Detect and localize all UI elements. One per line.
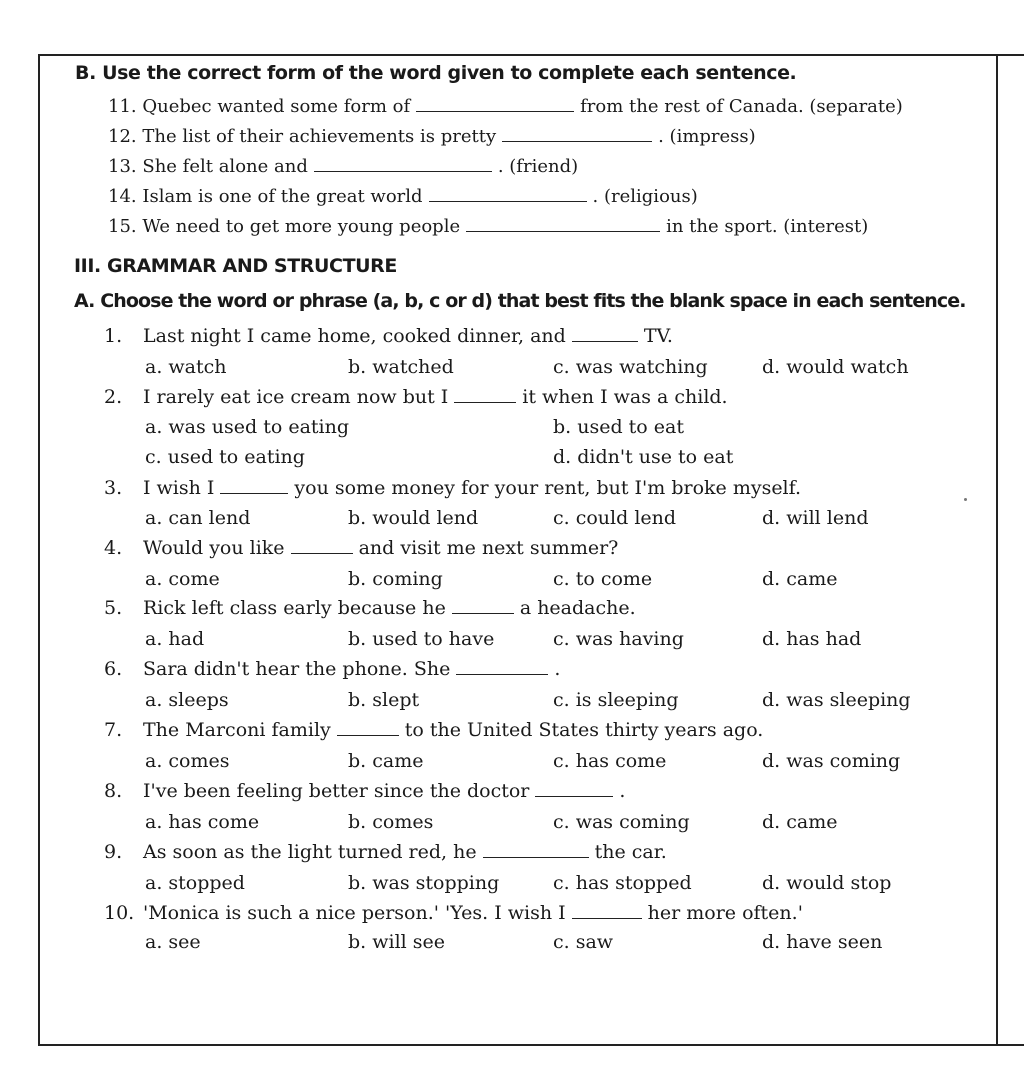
option-a[interactable]: a. come	[145, 568, 220, 590]
option-c[interactable]: c. used to eating	[145, 446, 305, 468]
answer-blank[interactable]	[454, 401, 516, 403]
question-number: 3.	[104, 477, 123, 499]
exercise-item-15: 15. We need to get more young people in the sport. (interest)	[108, 216, 869, 237]
question-number: 2.	[104, 386, 123, 408]
option-d[interactable]: d. came	[762, 568, 838, 590]
option-b[interactable]: b. will see	[348, 931, 446, 953]
question-8-stem: I've been feeling better since the doctor .	[143, 780, 626, 802]
question-1-stem: Last night I came home, cooked dinner, and TV.	[143, 325, 673, 347]
question-7-stem: The Marconi family to the United States thirty years ago.	[143, 719, 764, 741]
section-iii-heading: III. GRAMMAR AND STRUCTURE	[74, 255, 397, 277]
option-a[interactable]: a. has come	[145, 811, 260, 833]
option-d[interactable]: d. would stop	[762, 872, 892, 894]
section-b-heading: B. Use the correct form of the word given to complete each sentence.	[75, 62, 797, 84]
question-5-stem: Rick left class early because he a headache.	[143, 597, 636, 619]
option-b[interactable]: b. used to eat	[553, 416, 684, 438]
option-b[interactable]: b. slept	[348, 689, 420, 711]
option-a[interactable]: a. see	[145, 931, 201, 953]
exercise-item-11: 11. Quebec wanted some form of from the rest of Canada. (separate)	[108, 96, 903, 117]
option-b[interactable]: b. was stopping	[348, 872, 500, 894]
option-a[interactable]: a. comes	[145, 750, 230, 772]
option-b[interactable]: b. coming	[348, 568, 443, 590]
question-number: 10.	[104, 902, 135, 924]
option-d[interactable]: d. was coming	[762, 750, 901, 772]
answer-blank[interactable]	[220, 492, 288, 494]
question-2-stem: I rarely eat ice cream now but I it when I was a child.	[143, 386, 728, 408]
question-number: 9.	[104, 841, 123, 863]
answer-blank[interactable]	[416, 110, 574, 112]
option-d[interactable]: d. have seen	[762, 931, 883, 953]
question-number: 8.	[104, 780, 123, 802]
option-a[interactable]: a. had	[145, 628, 205, 650]
option-b[interactable]: b. used to have	[348, 628, 495, 650]
question-number: 5.	[104, 597, 123, 619]
column-divider	[996, 54, 998, 1044]
option-a[interactable]: a. was used to eating	[145, 416, 350, 438]
question-10-stem: 'Monica is such a nice person.' 'Yes. I wish I her more often.'	[143, 902, 803, 924]
answer-blank[interactable]	[314, 170, 492, 172]
answer-blank[interactable]	[502, 140, 652, 142]
question-number: 1.	[104, 325, 123, 347]
option-b[interactable]: b. watched	[348, 356, 454, 378]
option-a[interactable]: a. sleeps	[145, 689, 229, 711]
answer-blank[interactable]	[572, 917, 642, 919]
option-b[interactable]: b. comes	[348, 811, 434, 833]
question-6-stem: Sara didn't hear the phone. She .	[143, 658, 561, 680]
question-number: 6.	[104, 658, 123, 680]
section-a-heading: A. Choose the word or phrase (a, b, c or d) that best fits the blank space in each sentence.	[74, 290, 966, 312]
option-d[interactable]: d. would watch	[762, 356, 909, 378]
option-a[interactable]: a. stopped	[145, 872, 245, 894]
option-b[interactable]: b. came	[348, 750, 424, 772]
answer-blank[interactable]	[429, 200, 587, 202]
exercise-item-13: 13. She felt alone and . (friend)	[108, 156, 579, 177]
question-3-stem: I wish I you some money for your rent, but I'm broke myself.	[143, 477, 802, 499]
answer-blank[interactable]	[337, 734, 399, 736]
answer-blank[interactable]	[535, 795, 613, 797]
question-number: 7.	[104, 719, 123, 741]
option-b[interactable]: b. would lend	[348, 507, 479, 529]
option-a[interactable]: a. can lend	[145, 507, 251, 529]
exercise-item-12: 12. The list of their achievements is pretty . (impress)	[108, 126, 756, 147]
option-c[interactable]: c. was watching	[553, 356, 708, 378]
option-a[interactable]: a. watch	[145, 356, 227, 378]
answer-blank[interactable]	[291, 552, 353, 554]
option-c[interactable]: c. saw	[553, 931, 614, 953]
answer-blank[interactable]	[483, 856, 589, 858]
question-9-stem: As soon as the light turned red, he the car.	[143, 841, 667, 863]
option-c[interactable]: c. has stopped	[553, 872, 692, 894]
option-c[interactable]: c. was having	[553, 628, 684, 650]
option-d[interactable]: d. has had	[762, 628, 862, 650]
answer-blank[interactable]	[572, 340, 638, 342]
answer-blank[interactable]	[456, 673, 548, 675]
option-d[interactable]: d. didn't use to eat	[553, 446, 734, 468]
option-d[interactable]: d. came	[762, 811, 838, 833]
option-c[interactable]: c. was coming	[553, 811, 690, 833]
answer-blank[interactable]	[452, 612, 514, 614]
option-c[interactable]: c. is sleeping	[553, 689, 679, 711]
option-c[interactable]: c. could lend	[553, 507, 677, 529]
speck-mark	[964, 498, 967, 501]
exercise-item-14: 14. Islam is one of the great world . (religious)	[108, 186, 698, 207]
option-d[interactable]: d. will lend	[762, 507, 869, 529]
question-4-stem: Would you like and visit me next summer?	[143, 537, 619, 559]
option-c[interactable]: c. to come	[553, 568, 653, 590]
option-d[interactable]: d. was sleeping	[762, 689, 911, 711]
option-c[interactable]: c. has come	[553, 750, 667, 772]
question-number: 4.	[104, 537, 123, 559]
answer-blank[interactable]	[466, 230, 660, 232]
